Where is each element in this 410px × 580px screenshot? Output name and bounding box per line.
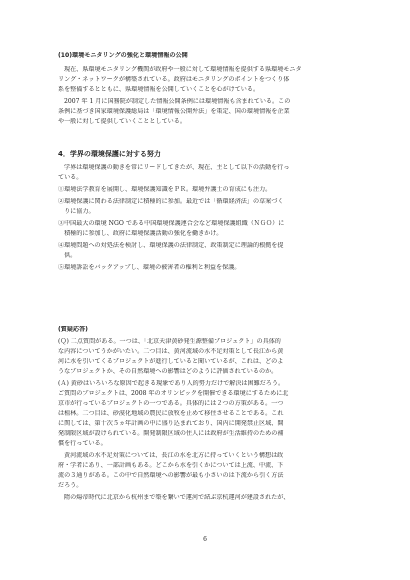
qa-line: 河に水を引いてくるプロジェクトが進行していると聞いているが、これは、どのよ xyxy=(58,358,284,365)
section-4-line: ている。 xyxy=(58,174,83,181)
section-10-line: 現在、県環境モニタリング機関が政府や一般に対して環境情報を提供する県環境モニタ xyxy=(64,66,302,73)
section-10-line: リング・ネットワークが構築されている。政府はモニタリングのポイントをつくり体 xyxy=(58,76,290,83)
qa-line: うなプロジェクトか、その自然環境への影響はどのように評価されているのか。 xyxy=(58,368,278,375)
qa-line: だろう。 xyxy=(58,482,83,489)
qa-line: 黄河流域の水不足対策については、長江の水を北方に持っていくという構想は政 xyxy=(64,452,284,459)
section-4-list-item: ⑤環境訴訟をバックアップし、環境の被害者の権利と利益を保護。 xyxy=(58,264,241,271)
qa-line: 京市が行っているプロジェクトの一つである。具体的には２つの方策がある。一つ xyxy=(58,400,284,407)
section-4-list-item: ④環境問題への対処法を検討し、環境保護の法律制定、政策制定に理論的根拠を提 xyxy=(58,242,284,249)
qa-line: は植林。二つ目は、砂漠化地域の農民に放牧を止めて移住させることである。これ xyxy=(58,410,284,417)
qa-line: 府・学者にあり、一部計画もある。どこから水を引くかについては上流、中流、下 xyxy=(58,462,284,469)
qa-line: 流の３通りがある。この中で自然環境への影響が最も小さいのは下流から引く方法 xyxy=(58,472,284,479)
section-4-list-item: りに協力。 xyxy=(58,208,95,215)
section-10-line: 2007 年 1 月に国務院が制定した情報公開条例には環境情報も含まれている。この xyxy=(64,98,291,105)
qa-heading: (質疑応答) xyxy=(58,326,88,333)
qa-line: 隋の煬帝時代に北京から杭州まで築を繋いで運河で結ぶ京杭運河が建設されたが、 xyxy=(64,494,290,501)
section-10-line: 条例に基づき国家環境保護総局は「環境情報公開弁法」を策定、国の環境情報を企業 xyxy=(58,108,290,115)
section-10-heading: (10)環境モニタリングの強化と環境情報の公開 xyxy=(58,52,188,59)
section-4-list-item: 積極的に参加し、政府に環境保護活動の強化を働きかけ。 xyxy=(58,230,223,237)
qa-line: (Ｑ) 二点質問がある。一つは、「北京天津黄砂発生源整備プロジェクト」の具体的 xyxy=(58,338,281,345)
section-4-list-item: ②環境保護に関わる法律制定に積極的に参加。最近では「循環経済法」の草案づく xyxy=(58,198,284,205)
section-4-list-item: 供。 xyxy=(58,252,77,259)
page-number: 6 xyxy=(203,536,207,543)
section-4-line: 学界は環境保護の動きを常にリードしてきたが、現在、主として以下の活動を行っ xyxy=(64,164,290,171)
section-4-heading: 4．学界の環境保護に対する努力 xyxy=(58,150,161,158)
qa-line: (Ａ) 黄砂はいろいろな原因で起きる現象であり人的努力だけで解決は困難だろう。 xyxy=(58,380,285,387)
qa-line: ご質問のプロジェクトは、2008 年のオリンピックを開催できる環境にするために北 xyxy=(58,390,289,397)
section-10-line: 系を整備するとともに、県環境情報を公開していくことを心がけている。 xyxy=(58,86,260,93)
qa-line: 発制限区域が設けられている。開発制限区域の住人には政府が生活維持のための補 xyxy=(58,430,284,437)
section-10-line: や一般に対して提供していくこととしている。 xyxy=(58,118,186,125)
section-4-list-item: ①環境法学教育を展開し、環境保護知識をＰＲ。環境弁護士の育成にも注力。 xyxy=(58,186,272,193)
section-4-list-item: ③中国最大の環境 NGO である中国環境保護連合会など環境保護組織（ＮＧＯ）に xyxy=(58,220,285,227)
qa-line: 償を行っている。 xyxy=(58,440,107,447)
qa-line: な内容についてうかがいたい。二つ目は、黄河流域の水不足対策として長江から黄 xyxy=(58,348,284,355)
qa-line: に関しては、第十次５ヵ年計画の中に盛り込まれており、国内に開発禁止区域、開 xyxy=(58,420,284,427)
